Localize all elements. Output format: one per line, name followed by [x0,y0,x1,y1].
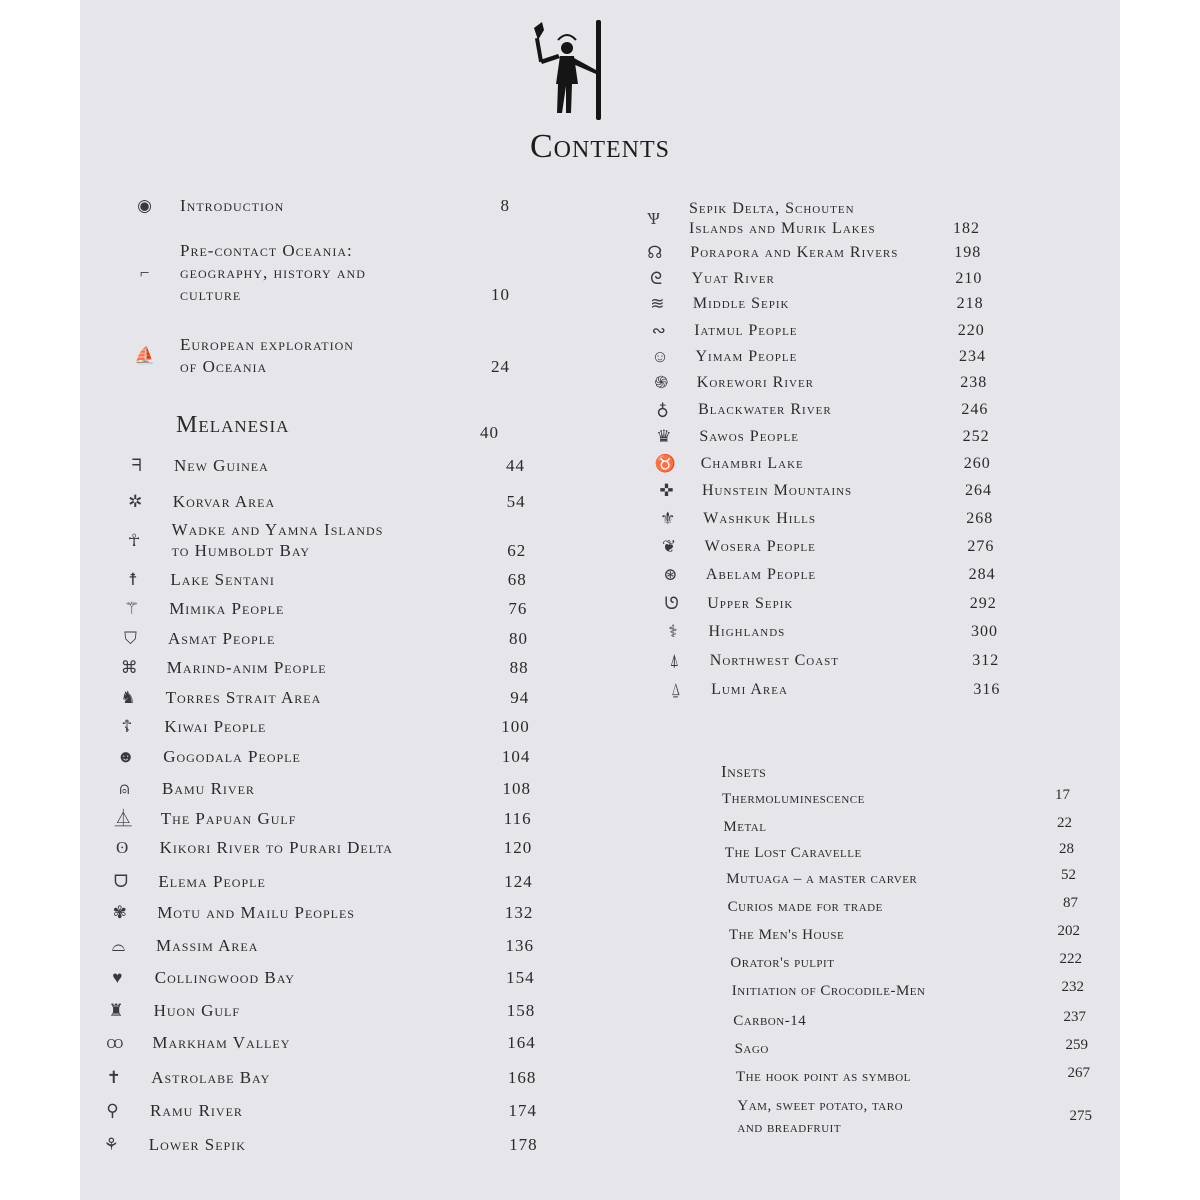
page-number: 316 [973,681,1001,698]
entry-title-line: Huon Gulf [153,1001,241,1020]
section-heading: Melanesia [176,412,290,438]
toc-entry [112,967,535,988]
page-number: 174 [508,1101,537,1120]
inset-title-line: Curios made for trade [727,899,883,915]
entry-title-line: Washkuk Hills [703,510,817,527]
toc-entry [659,480,992,501]
triangle-icon: ⍙ [670,680,682,699]
entry-title-line: Torres Strait Area [165,688,322,707]
entry-title-line: Iatmul People [694,322,798,339]
page-number: 8 [500,196,510,215]
toc-entry [116,746,531,767]
toc-entry [654,453,991,474]
totem-icon: ⚚ [124,599,141,618]
inset-page-number: 259 [1065,1037,1088,1053]
fleur-icon: ⚜ [660,509,677,528]
entry-title-line: Korewori River [696,374,815,391]
page-number: 182 [953,220,980,237]
entry-title-line: of Oceania [180,357,268,376]
inset-page-number: 17 [1055,787,1070,803]
entry-title-line: Collingwood Bay [154,968,295,987]
cross-icon: ✜ [659,481,675,500]
animal-figure-icon: ♜ [108,1001,125,1020]
entry-title-line: Abelam People [705,566,817,583]
figure-icon: ☥ [127,530,142,550]
ship-icon: ⛵ [134,346,157,365]
entry-title-line: Mimika People [169,599,285,618]
page-number: 260 [963,455,991,472]
leaf-icon: ❦ [661,537,678,556]
toc-entry [656,426,990,447]
mask-icon: ☻ [116,747,136,766]
page-number: 10 [491,285,510,304]
inset-title-line: Mutuaga – a master carver [726,871,918,887]
entry-title-line: Chambri Lake [700,455,804,472]
toc-entry [124,598,528,619]
entry-title-line: Upper Sepik [707,595,794,612]
entry-title-line: to Humboldt Bay [171,541,311,560]
smile-icon: ᘎ [664,594,680,613]
toc-entry [113,871,533,892]
entry-title-line: Massim Area [156,936,259,955]
page-number: 24 [491,357,510,376]
eye-shape-icon: ⏅ [114,809,133,828]
bird-icon: ᖷ [131,456,143,475]
page-number: 158 [506,1001,536,1020]
inset-page-number: 232 [1061,979,1084,995]
toc-entry [103,1134,538,1155]
entry-title-line: Highlands [708,623,786,640]
page-number: 292 [969,595,997,612]
toc-entry [106,1032,536,1053]
entry-title-line: European exploration [180,335,354,354]
page-number: 178 [509,1135,538,1154]
entry-title-line: Astrolabe Bay [151,1068,271,1087]
entry-title-line: Korvar Area [172,492,276,511]
toc-entry [120,687,530,708]
inset-title-line: The hook point as symbol [736,1069,911,1085]
entry-title-line: geography, history and [180,263,366,282]
toc-entry [115,837,533,858]
entry-title-line: Introduction [180,196,285,215]
warrior-figure-icon [526,18,606,128]
toc-entry [654,372,988,393]
page-number: 276 [967,538,995,555]
page-number: 268 [966,510,994,527]
entry-title-line: Lake Sentani [170,570,275,589]
inset-title-line: The Lost Caravelle [724,845,862,861]
entry-title-line: Wadke and Yamna Islands [171,520,384,539]
skull-icon: Ѱ [647,209,661,228]
tree-icon: ⚕ [668,622,679,641]
toc-entry [664,593,997,614]
page-number: 132 [504,903,534,922]
page-number: 116 [503,809,532,828]
fish-icon: ≋ [650,294,666,313]
page-number: 108 [502,779,531,798]
person-icon: ☦ [121,717,134,736]
page-number: 68 [507,570,527,589]
inset-page-number: 22 [1057,815,1072,831]
toc-entry [128,569,527,590]
entry-title-line: The Papuan Gulf [160,809,297,828]
toc-entry [134,334,510,378]
entry-title-line: New Guinea [174,456,269,475]
arch-icon: ⌓ [111,936,127,955]
page-number: 312 [972,652,1000,669]
entry-title-line: Blackwater River [698,401,832,418]
entry-title-line: Islands and Murik Lakes [689,220,876,237]
toc-entry [106,1067,537,1088]
page-number: 120 [503,838,533,857]
page-number: 154 [506,968,535,987]
toc-entry [137,195,510,217]
crown-icon: ♛ [656,427,673,446]
page-number: 54 [506,492,526,511]
oval-mask-icon: ⊛ [663,565,679,584]
page-number: 300 [971,623,998,640]
toc-entry [656,399,989,420]
inset-page-number: 237 [1063,1009,1086,1025]
knot-icon: ⌘ [120,658,139,677]
face-icon: ᗜ [113,872,129,891]
entry-title-line: Bamu River [162,779,255,798]
page-number: 88 [509,658,529,677]
page-number: 252 [962,428,990,445]
entry-title-line: Yimam People [695,348,798,365]
entry-title-line: Marind-anim People [166,658,327,677]
inset-title-line: Initiation of Crocodile-Men [731,983,926,999]
page-number: 136 [505,936,534,955]
hook-icon: ♁ [656,400,670,419]
swirl-icon: ᘓ [650,269,664,288]
page-number: 164 [507,1033,536,1052]
crocodile-icon: ∾ [651,321,667,340]
page-number: 246 [961,401,989,418]
page-number: 94 [510,688,530,707]
inset-page-number: 52 [1061,867,1076,883]
entry-title-line: Lower Sepik [148,1135,246,1154]
inset-title-line: Carbon-14 [733,1013,807,1029]
toc-entry [647,198,980,238]
inset-title-line: Orator's pulpit [730,955,835,971]
horns-icon: ♉ [654,454,677,473]
page-number: 104 [501,747,531,766]
entry-title-line: Northwest Coast [709,652,839,669]
toc-entry [106,1100,537,1121]
page-number: 80 [509,629,528,648]
inset-title-line: Thermoluminescence [722,791,865,807]
bird-figure-icon: ⚲ [106,1101,120,1120]
toc-entry [650,293,984,314]
page-number: 100 [501,717,530,736]
toc-entry [108,1000,536,1021]
page-number: 44 [506,456,525,475]
page-number: 220 [957,322,985,339]
contents-page [80,0,1120,1200]
page-number: 76 [508,599,528,618]
face-mask-icon: ☺ [651,347,670,366]
toc-entry [121,716,530,737]
mask-outline-icon: ☊ [647,243,664,262]
toc-entry [127,519,527,561]
cross-figure-icon: ✝ [106,1068,122,1087]
toc-entry [647,242,982,263]
inset-title-line: and breadfruit [737,1120,842,1136]
toc-entry [139,240,510,306]
flower-icon: ✾ [112,903,128,922]
animal-icon: ⌐ [139,263,151,282]
eye-icon: ◉ [137,196,153,215]
page-number: 284 [968,566,996,583]
entry-title-line: Pre-contact Oceania: [180,241,353,260]
section-page-number: 40 [480,423,499,442]
entry-title-line: Elema People [158,872,266,891]
entry-title-line: Wosera People [704,538,816,555]
inset-page-number: 28 [1059,841,1074,857]
toc-entry [650,268,983,289]
heart-icon: ♥ [112,968,124,987]
toc-entry [124,628,528,649]
entry-title-line: Porapora and Keram Rivers [690,244,899,261]
entry-title-line: Sepik Delta, Schouten [689,200,855,217]
entry-title-line: Ramu River [150,1101,243,1120]
toc-entry [668,621,999,642]
page-number: 124 [504,872,533,891]
page-number: 168 [507,1068,537,1087]
page-number: 62 [507,541,527,560]
entry-title-line: Yuat River [691,270,775,287]
inset-page-number: 275 [1069,1108,1092,1124]
toc-entry [663,564,996,585]
insets-heading: Insets [721,762,767,781]
toc-entry [670,679,1001,700]
inset-page-number: 222 [1059,951,1082,967]
toc-entry [651,320,985,341]
page-number: 210 [955,270,983,287]
entry-title-line: Markham Valley [152,1033,291,1052]
toc-entry [111,935,534,956]
entry-title-line: Lumi Area [711,681,788,698]
toc-entry [660,508,994,529]
toc-entry [651,346,987,367]
page-number: 234 [959,348,986,365]
shield-icon: ⛉ [124,629,138,648]
inset-title-line: The Men's House [729,927,845,943]
page-number: 264 [965,482,992,499]
arrow-figure-icon: ⍋ [669,651,681,670]
entry-title-line: Hunstein Mountains [702,482,853,499]
page-title: Contents [529,128,670,165]
toc-entry [131,455,525,476]
entry-title-line: Kiwai People [164,717,267,736]
head-icon: ♞ [120,688,137,707]
beetle-icon: ✲ [128,492,144,511]
toc-entry [120,657,529,678]
lizard-icon: ⚘ [103,1135,120,1154]
entry-title-line: Gogodala People [163,747,301,766]
entry-title-line: Asmat People [168,629,276,648]
entry-title-line: Motu and Mailu Peoples [157,903,355,922]
board-icon: ⍝ [119,779,131,798]
entry-title-line: Middle Sepik [692,295,790,312]
toc-entry [661,536,995,557]
inset-page-number: 87 [1063,895,1078,911]
inset-title-line: Yam, sweet potato, taro [737,1098,904,1114]
spiral-mask-icon: ֍ [654,373,670,392]
page-number: 238 [960,374,988,391]
entry-title-line: culture [180,285,242,304]
inset-page-number: 202 [1057,923,1080,939]
dancer-icon: ☨ [128,570,139,589]
toc-entry [669,650,1000,671]
entry-title-line: Sawos People [699,428,799,445]
hook-figure-icon: ʘ [115,838,130,857]
inset-title-line: Metal [723,819,767,835]
inset-title-line: Sago [734,1041,769,1057]
toc-entry [114,808,532,829]
toc-entry [119,778,531,799]
spiral-icon: ꝏ [106,1033,125,1052]
toc-entry [112,902,534,923]
page-number: 218 [956,295,984,312]
page-number: 198 [954,244,982,261]
entry-title-line: Kikori River to Purari Delta [159,838,393,857]
toc-entry [128,491,526,512]
inset-page-number: 267 [1067,1065,1090,1081]
